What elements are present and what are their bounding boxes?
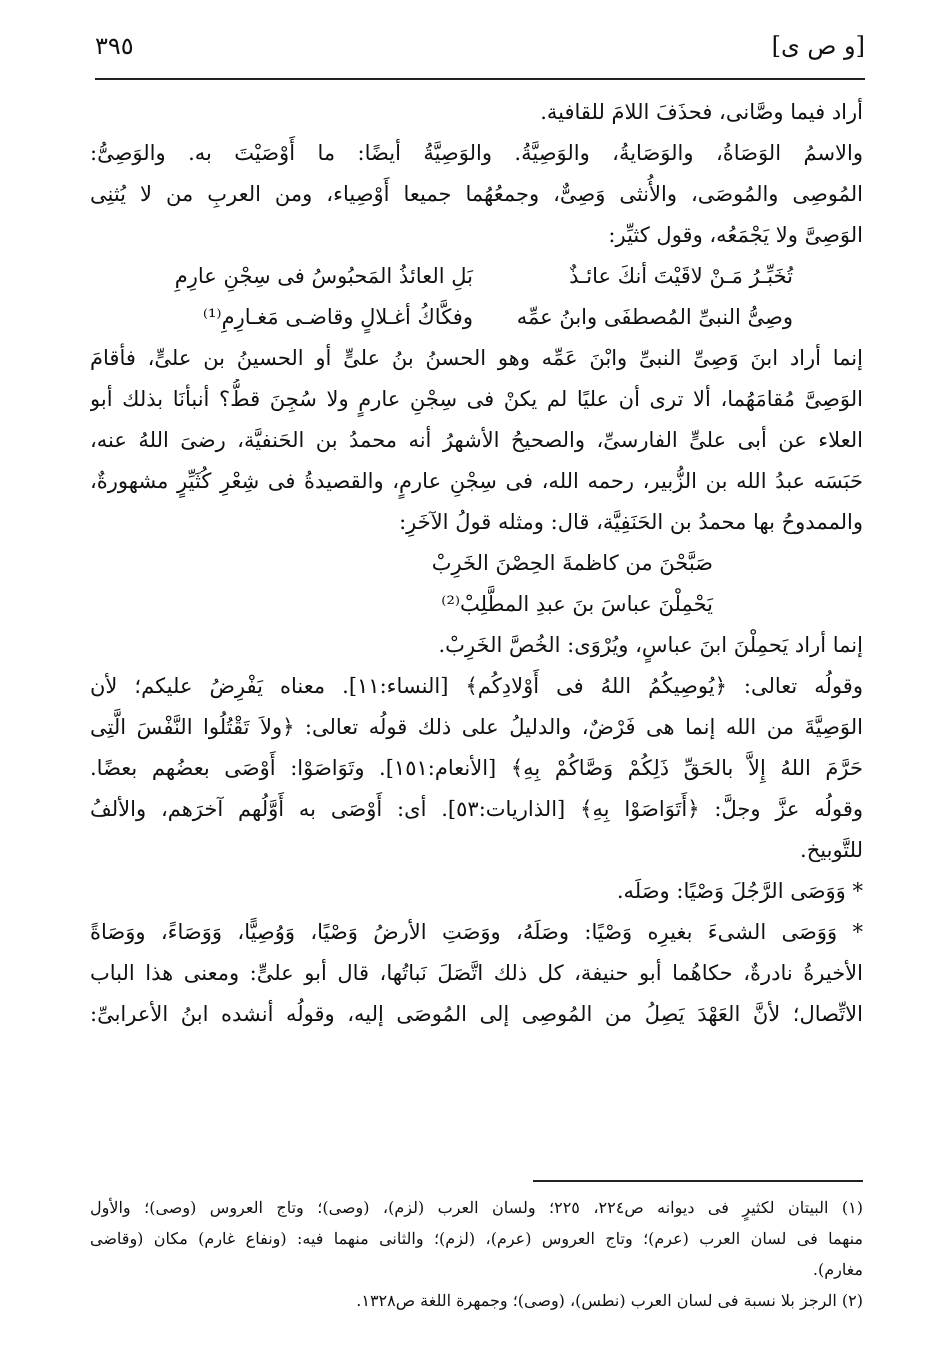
verse-first-hemistich: تُخَبِّـرُ مَـنْ لاقَيْتَ أنكَ عائـذٌ [569, 264, 793, 288]
text-line: الأخيرةُ نادرةٌ، حكاهُما أبو حنيفة، كل ذلك اتَّصَلَ نَباتُها، قال أبو علىٍّ: ومعنى هذا الباب [90, 961, 863, 985]
text-line: الوَصِىَّ مُقامَهُما، ألا ترى أن عليًا لم يكنْ فى سِجْنِ عارمٍ ولا سُجِنَ قطُّ؟ أنبأنَا بذلك أبو [90, 387, 863, 411]
footnote-separator [533, 1180, 863, 1182]
text-line: حَرَّمَ اللهُ إِلاَّ بالحَقِّ ذَلِكُمْ وَصَّاكُمْ بِهِ﴾ [الأنعام:١٥١]. وتَوَاصَوْا: أَوْصَى بعضُهم بعضًا. [90, 756, 863, 780]
text-line: والاسمُ الوَصَاةُ، والوَصَايةُ، والوَصِيَّةُ. والوَصِيَّةُ أيضًا: ما أَوْصَيْتَ به. والوَصِىُّ: [90, 141, 863, 165]
text-line: الوَصِيَّةَ من الله إنما هى فَرْضٌ، والدليلُ على ذلك قولُه تعالى: ﴿ولاَ تَقْتُلُوا النَّفْسَ الَّتِى [90, 715, 863, 739]
text-line: وقولُه تعالى: ﴿يُوصِيكُمُ اللهُ فى أَوْلادِكُم﴾ [النساء:١١]. معناه يَفْرِضُ عليكم؛ لأن [90, 674, 863, 698]
verse-second-hemistich: بَلِ العائذُ المَحبُوسُ فى سِجْنِ عارِمِ [174, 264, 473, 288]
text-line: * وَوَصَى الرَّجُلَ وَصْيًا: وصَلَه. [616, 879, 863, 903]
running-header [95, 30, 865, 70]
text-line: للتَّوبيخ. [800, 838, 863, 862]
text-line: الوَصِىَّ ولا يَجْمَعُه، وقول كثيِّر: [608, 223, 863, 247]
text-line: العلاء عن أبى علىٍّ الفارسىِّ، والصحيحُ الأشهرُ أنه محمدُ بن الحَنفيَّة، رضىَ اللهُ عنه، [90, 428, 863, 452]
header-rule [95, 78, 865, 80]
text-line: إنما أراد ابنَ وَصِىِّ النبىِّ وابْنَ عَمِّه وهو الحسنُ بنُ علىٍّ أو الحسينُ بن علىٍّ، فأقامَ [90, 346, 863, 370]
rajaz-verse: صَبَّحْنَ من كاظمةَ الحِصْنَ الخَرِبْ [431, 551, 713, 575]
text-line: * وَوَصَى الشىءَ بغيرِه وَصْيًا: وصَلَهُ، ووَصَتِ الأرضُ وَصْيًا، وَوُصِيًّا، وَوَصَاءً، ووَصَاةً [90, 920, 863, 944]
footnote-line: (٢) الرجز بلا نسبة فى لسان العرب (نطس)، (وصى)؛ وجمهرة اللغة ص١٣٢٨. [356, 1291, 863, 1310]
footnotes [90, 1192, 863, 1316]
text-line: والممدوحُ بها محمدُ بن الحَنَفِيَّة، قال: ومثله قولُ الآخَرِ: [399, 510, 863, 534]
main-text [90, 92, 863, 1035]
rajaz-verse: يَحْمِلْنَ عباسَ بنَ عبدِ المطَّلِبْ⁽²⁾ [441, 592, 713, 616]
footnote-line: مغارم). [812, 1260, 863, 1279]
verse-second-hemistich: وفكَّاكُ أغـلالٍ وقاضـى مَغـارِمِ⁽¹⁾ [202, 305, 473, 329]
text-line: المُوصِى والمُوصَى، والأُنثى وَصِىٌّ، وجمعُهُما جميعا أَوْصِياء، ومن العربِ من لا يُثنِى [90, 182, 863, 206]
verse-first-hemistich: وصِىُّ النبىِّ المُصطفَى وابنُ عمِّه [516, 305, 793, 329]
poem-verse [90, 297, 863, 338]
text-line: الاتِّصال؛ لأنَّ العَهْدَ يَصِلُ من المُوصِى إلى المُوصَى إليه، وقولُه أنشده ابنُ الأعرابىِّ: [90, 1002, 863, 1026]
text-line: إنما أراد يَحمِلْنَ ابنَ عباسٍ، ويُرْوَى: الخُصَّ الخَرِبْ. [438, 633, 863, 657]
page-number: ٣٩٥ [95, 32, 134, 60]
footnote-line: منهما فى لسان العرب (عرم)؛ وتاج العروس (عرم)، (لزم)؛ والثانى منهما فيه: (ونفاع غارم) مكان (وقاضى [90, 1229, 863, 1248]
header-root-letters: [و ص ى] [771, 32, 865, 60]
poem-verse [90, 256, 863, 297]
text-line: أراد فيما وصَّانى، فحذَفَ اللامَ للقافية. [540, 100, 863, 124]
text-line: وقولُه عزَّ وجلَّ: ﴿أَتَوَاصَوْا بِهِ﴾ [الذاريات:٥٣]. أى: أَوْصَى به أَوَّلُهم آخرَهم، والألفُ [90, 797, 863, 821]
text-line: حَبَسَه عبدُ الله بن الزُّبير، رحمه الله، فى سِجْنِ عارمٍ، والقصيدةُ فى شِعْرِ كُثَيِّرٍ مشهورةٌ، [90, 469, 863, 493]
footnote-line: (١) البيتان لكثيرٍ فى ديوانه ص٢٢٤، ٢٢٥؛ ولسان العرب (لزم)، (وصى)؛ وتاج العروس (وصى)؛ والأول [90, 1198, 863, 1217]
